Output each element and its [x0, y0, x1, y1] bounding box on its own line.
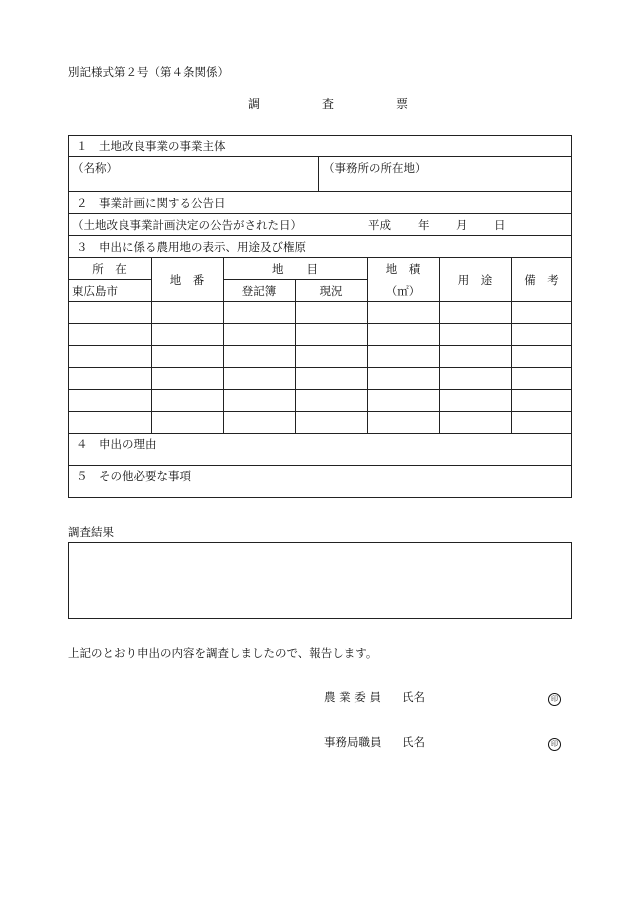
document-title: [248, 95, 408, 112]
header-registry: 登記簿: [241, 284, 277, 298]
report-statement: 上記のとおり申出の内容を調査しましたので、報告します。: [68, 646, 378, 660]
table-row[interactable]: [70, 304, 570, 322]
table-row[interactable]: [70, 348, 570, 366]
form-reference: 別記様式第２号（第４条関係）: [68, 65, 229, 79]
date-year: 年: [418, 218, 430, 232]
header-area-unit: （㎡）: [385, 284, 421, 298]
title-char-1: 調: [248, 97, 261, 111]
signer-1-name-label: 氏名: [402, 690, 425, 704]
section-2-label: ２ 事業計画に関する公告日: [76, 196, 226, 210]
header-lot-number: 地 番: [169, 273, 205, 287]
entity-name-label: （名称）: [72, 161, 118, 175]
section-4-label: ４ 申出の理由: [76, 437, 157, 451]
signer-2-name-label: 氏名: [402, 735, 425, 749]
date-day: 日: [494, 218, 506, 232]
title-char-2: 査: [321, 97, 334, 111]
signer-1-role: 農 業 委 員: [324, 690, 381, 704]
seal-icon: [548, 690, 561, 706]
header-city: 東広島市: [72, 284, 118, 298]
survey-result-box: [69, 543, 572, 619]
seal-mark: 印: [548, 693, 561, 706]
office-address-label: （事務所の所在地）: [323, 161, 427, 175]
title-char-3: 票: [395, 97, 408, 111]
header-usage: 用 途: [457, 273, 493, 287]
seal-icon: [548, 735, 561, 751]
header-location: 所 在: [92, 262, 127, 276]
announcement-date-note: （土地改良事業計画決定の公告がされた日）: [72, 218, 302, 232]
signer-2-role: 事務局職員: [324, 735, 382, 749]
table-row[interactable]: [70, 370, 570, 388]
seal-mark: 印: [548, 738, 561, 751]
date-month: 月: [456, 218, 468, 232]
section-1-label: １ 土地改良事業の事業主体: [76, 139, 226, 153]
table-row[interactable]: [70, 414, 570, 432]
section-3-label: ３ 申出に係る農用地の表示、用途及び権原: [76, 240, 306, 254]
header-current-status: 現況: [319, 284, 343, 298]
header-land-category: 地 目: [272, 262, 318, 276]
header-area: 地 積: [385, 262, 421, 276]
section-5-label: ５ その他必要な事項: [76, 469, 191, 483]
date-era: 平成: [368, 218, 391, 232]
table-row[interactable]: [70, 326, 570, 344]
survey-result-label: 調査結果: [68, 525, 114, 539]
header-remarks: 備 考: [524, 273, 559, 287]
table-row[interactable]: [70, 392, 570, 410]
